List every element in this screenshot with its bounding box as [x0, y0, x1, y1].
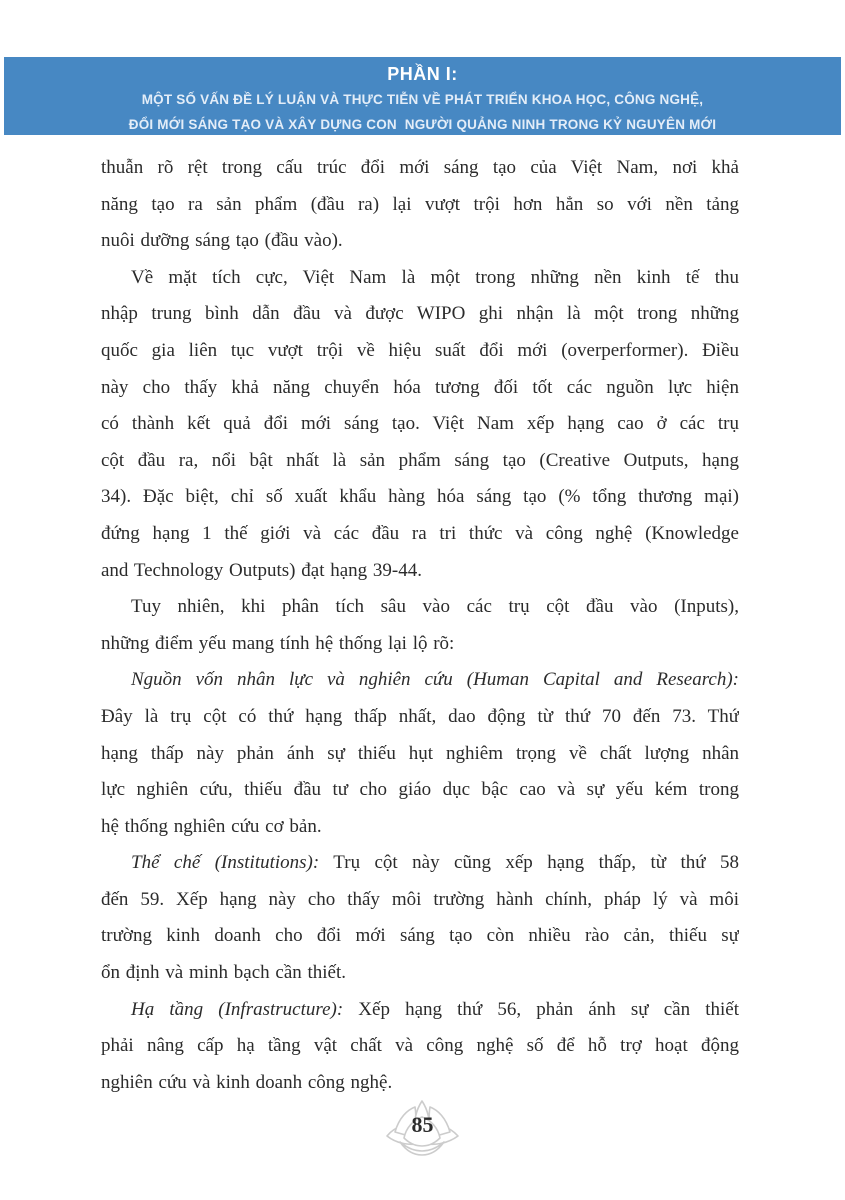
- text-line: [101, 516, 739, 553]
- body-text: hệ thống nghiên cứu cơ bản.: [101, 815, 322, 837]
- banner-subtitle-line2: ĐỔI MỚI SÁNG TẠO VÀ XÂY DỰNG CON NGƯỜI QUẢNG NINH TRONG KỶ NGUYÊN MỚI: [128, 117, 717, 132]
- body-text: có thành kết quả đổi mới sáng tạo. Việt Nam xếp hạng cao ở các trụ: [101, 413, 739, 435]
- text-line: [101, 479, 739, 516]
- body-text: thuẫn rõ rệt trong cấu trúc đổi mới sáng tạo của Việt Nam, nơi khả: [101, 157, 739, 178]
- text-line: [101, 150, 739, 187]
- text-line: [101, 187, 739, 224]
- italic-lead-text: Nguồn vốn nhân lực và nghiên cứu (Human Capital and Research):: [131, 669, 739, 691]
- body-text: phải nâng cấp hạ tầng vật chất và công nghệ số để hỗ trợ hoạt động: [101, 1035, 739, 1057]
- body-text: năng tạo ra sản phẩm (đầu ra) lại vượt trội hơn hẳn so với nền tảng: [101, 193, 739, 215]
- text-line: [101, 772, 739, 809]
- body-text: đến 59. Xếp hạng này cho thấy môi trường hành chính, pháp lý và môi: [101, 888, 739, 910]
- body-text: Tuy nhiên, khi phân tích sâu vào các trụ cột đầu vào (Inputs),: [131, 596, 739, 618]
- text-line: [101, 1028, 739, 1065]
- body-text: ổn định và minh bạch cần thiết.: [101, 962, 347, 984]
- body-text: quốc gia liên tục vượt trội về hiệu suất đổi mới (overperformer). Điều: [101, 339, 739, 361]
- page-footer: [0, 1096, 845, 1166]
- page-number: 85: [411, 1112, 434, 1137]
- text-line: [101, 992, 739, 1029]
- text-line: [101, 809, 739, 846]
- body-text: lực nghiên cứu, thiếu đầu tư cho giáo dục bậc cao và sự yếu kém trong: [101, 779, 739, 801]
- text-line: [101, 845, 739, 882]
- body-text: trường kinh doanh cho đổi mới sáng tạo còn nhiều rào cản, thiếu sự: [101, 925, 739, 947]
- text-line: [101, 370, 739, 407]
- body-text: nhập trung bình dẫn đầu và được WIPO ghi nhận là một trong những: [101, 303, 739, 325]
- text-line: [101, 296, 739, 333]
- text-line: [101, 882, 739, 919]
- text-line: [101, 333, 739, 370]
- text-line: [101, 699, 739, 736]
- body-text: Xếp hạng thứ 56, phản ánh sự cần thiết: [343, 998, 739, 1020]
- text-line: [101, 553, 739, 590]
- body-text: nghiên cứu và kinh doanh công nghệ.: [101, 1071, 393, 1093]
- text-line: [101, 443, 739, 480]
- body-text: Trụ cột này cũng xếp hạng thấp, từ thứ 58: [319, 852, 739, 874]
- text-line: [101, 260, 739, 297]
- text-line: [101, 918, 739, 955]
- text-line: [101, 589, 739, 626]
- body-text: nuôi dưỡng sáng tạo (đầu vào).: [101, 230, 343, 252]
- text-line: [101, 626, 739, 663]
- body-text: hạng thấp này phản ánh sự thiếu hụt nghiêm trọng về chất lượng nhân: [101, 742, 739, 764]
- italic-lead-text: Hạ tầng (Infrastructure):: [131, 998, 344, 1020]
- body-text: and Technology Outputs) đạt hạng 39-44.: [101, 559, 422, 581]
- body-text: Về mặt tích cực, Việt Nam là một trong những nền kinh tế thu: [131, 266, 739, 288]
- body-text: đứng hạng 1 thế giới và các đầu ra tri thức và công nghệ (Knowledge: [101, 522, 739, 544]
- italic-lead-text: Thể chế (Institutions):: [131, 852, 320, 874]
- text-line: [101, 662, 739, 699]
- body-text: những điểm yếu mang tính hệ thống lại lộ rõ:: [101, 632, 455, 654]
- text-line: [101, 406, 739, 443]
- text-line: [101, 955, 739, 992]
- text-line: [101, 223, 739, 260]
- body-text-column: [101, 150, 739, 1101]
- body-text: 34). Đặc biệt, chỉ số xuất khẩu hàng hóa sáng tạo (% tổng thương mại): [101, 486, 739, 508]
- body-text: này cho thấy khả năng chuyển hóa tương đối tốt các nguồn lực hiện: [101, 376, 739, 398]
- body-text: cột đầu ra, nổi bật nhất là sản phẩm sáng tạo (Creative Outputs, hạng: [101, 449, 739, 471]
- part-label: PHẦN I:: [387, 64, 458, 84]
- body-text: Đây là trụ cột có thứ hạng thấp nhất, dao động từ thứ 70 đến 73. Thứ: [101, 705, 739, 727]
- section-banner: [4, 57, 841, 135]
- text-line: [101, 736, 739, 773]
- banner-subtitle-line1: MỘT SỐ VẤN ĐỀ LÝ LUẬN VÀ THỰC TIỄN VỀ PHÁT TRIỂN KHOA HỌC, CÔNG NGHỆ,: [141, 92, 704, 107]
